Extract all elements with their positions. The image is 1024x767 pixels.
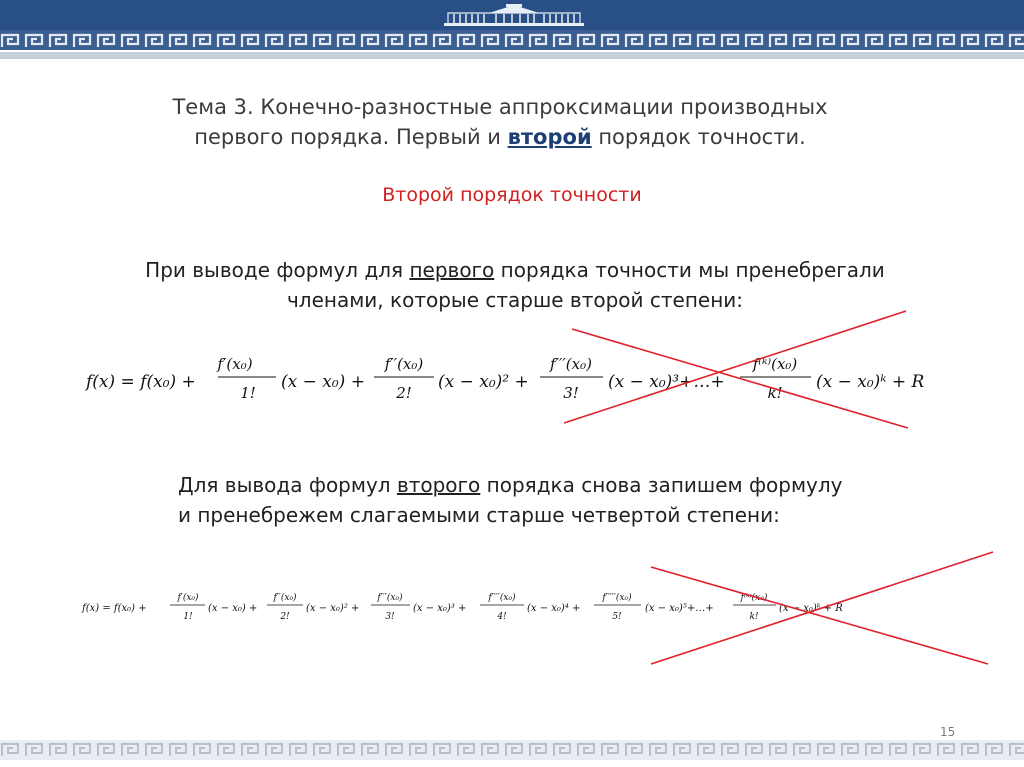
formula-2-tail-5: (x − x₀)⁵+…+ xyxy=(645,603,714,614)
formula-1-tail-1: (x − x₀) + xyxy=(281,372,365,392)
p1-underlined-word: первого xyxy=(409,258,495,282)
formula-2-num-1: f′(x₀) xyxy=(177,593,199,603)
formula-1-den-2: 2! xyxy=(396,384,412,402)
formula-1-den-3: 3! xyxy=(563,384,579,402)
formula-1-num-3: f′′′(x₀) xyxy=(550,355,592,373)
p1-text-a: При выводе формул для xyxy=(145,258,410,282)
formula-1-num-1: f′(x₀) xyxy=(217,355,253,373)
title-line-1: Тема 3. Конечно-разностные аппроксимации производных xyxy=(172,95,828,119)
title-line-2-end: порядок точности. xyxy=(591,125,806,149)
paragraph-2-line-2: и пренебрежем слагаемыми старше четвертой степени: xyxy=(178,503,780,527)
formula-2-den-6: k! xyxy=(749,612,759,622)
formula-1-tail-3: (x − x₀)³+…+ xyxy=(608,372,725,392)
slide-subtitle: Второй порядок точности xyxy=(382,184,642,206)
formula-1-den-4: k! xyxy=(767,384,783,402)
p2-underlined-word: второго xyxy=(396,473,481,497)
formula-2-den-5: 5! xyxy=(612,612,622,622)
formula-2-tail-3: (x − x₀)³ + xyxy=(413,603,467,614)
p2-text-a: Для вывода формул xyxy=(178,473,397,497)
title-line-2-start: первого порядка. Первый и xyxy=(194,125,508,149)
strike-line-2a xyxy=(651,567,988,664)
formula-2-tail-6: (x − x₀)ᵏ + R xyxy=(779,603,843,614)
p2-text-b: порядка снова запишем формулу xyxy=(480,473,843,497)
formula-1-tail-2: (x − x₀)² + xyxy=(438,372,529,392)
formula-2-num-3: f′′′(x₀) xyxy=(377,593,403,603)
formula-2-den-4: 4! xyxy=(497,612,507,622)
formula-2-num-6: f⁽ᵏ⁾(x₀) xyxy=(740,593,768,603)
formula-2-lhs: f(x) = f(x₀) + xyxy=(82,603,147,614)
formula-1-den-1: 1! xyxy=(240,384,256,402)
meander-border-bottom xyxy=(0,740,1024,760)
formula-2-den-1: 1! xyxy=(183,612,193,622)
formula-2-num-5: f′′′′′(x₀) xyxy=(602,593,632,603)
formula-1-tail-4: (x − x₀)ᵏ + R xyxy=(816,372,925,392)
paragraph-1-line-2: членами, которые старше второй степени: xyxy=(286,288,744,312)
formula-2-num-4: f′′′′(x₀) xyxy=(488,593,516,603)
page-number: 15 xyxy=(940,725,956,739)
formula-2-tail-4: (x − x₀)⁴ + xyxy=(527,603,581,614)
title-highlight: второй xyxy=(507,125,592,149)
formula-2-tail-2: (x − x₀)² + xyxy=(306,603,360,614)
p1-text-b: порядка точности мы пренебрегали xyxy=(494,258,885,282)
formula-2-tail-1: (x − x₀) + xyxy=(208,603,258,614)
formula-1-num-4: f⁽ᵏ⁾(x₀) xyxy=(752,355,798,373)
formula-2-den-2: 2! xyxy=(280,612,290,622)
formula-2-den-3: 3! xyxy=(385,612,395,622)
formula-1-num-2: f′′(x₀) xyxy=(384,355,424,373)
formula-2-num-2: f′′(x₀) xyxy=(273,593,297,603)
formula-1-lhs: f(x) = f(x₀) + xyxy=(86,372,196,392)
